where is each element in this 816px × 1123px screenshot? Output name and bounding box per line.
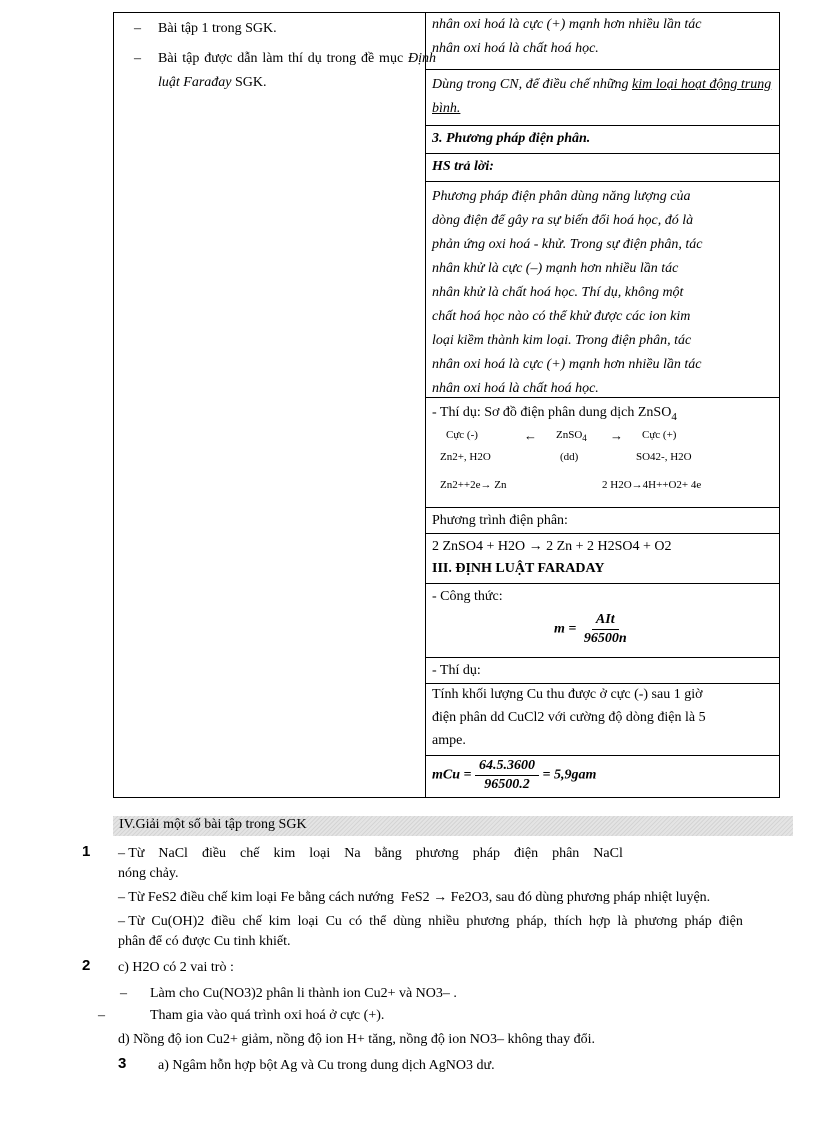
content-table [113,12,780,798]
formula-label: - Công thức: [432,589,503,604]
text-line: nhân khử là cực (–) mạnh hơn nhiều lần tác [432,261,679,276]
row-divider [426,181,780,182]
text-line: nhân khử là chất hoá học. Thí dụ, không một [432,285,684,300]
text-line: dòng điện để gây ra sự biến đổi hoá học, đó là [432,213,694,228]
cell-cn-text [432,73,774,121]
example2-text [432,683,774,752]
cell-top-text [432,13,774,61]
dash-marker: – [134,21,141,36]
result-denominator: 96500.2 [484,777,530,792]
bullet-text-post: SGK. [231,75,267,90]
cathode-label: Cực (-) [446,429,478,441]
anode-label: Cực (+) [642,429,677,441]
dash-marker: – [120,986,127,1001]
faraday-formula [554,611,631,648]
q1-line-3: – Từ FeS2 điều chế kim loại Fe bằng cách nướng FeS2 → Fe2O3, sau đó dùng phương pháp nhiệt luyện. [118,890,711,905]
q2-part-d: d) Nồng độ ion Cu2+ giảm, nồng độ ion H+ tăng, nồng độ ion NO3– không thay đổi. [118,1032,595,1047]
formula-denominator: 96500n [583,631,627,646]
q1-line-4: – Từ Cu(OH)2 điều chế kim loại Cu có thể dùng nhiều phương pháp, thích hợp là phương pháp điện [118,914,743,929]
formula-numerator: AIt [592,611,619,630]
text-line: nhân oxi hoá là cực (+) mạnh hơn nhiều lần tác [432,357,702,372]
heading-phuong-phap: 3. Phương pháp điện phân. [432,131,591,146]
formula-fraction [580,611,631,648]
row-divider [426,657,780,658]
row-divider [426,583,780,584]
cn-text-underlined: kim loại hoạt động trung bình. [432,77,772,116]
row-divider [426,125,780,126]
text-line: nhân oxi hoá là cực (+) mạnh hơn nhiều lần tác [432,17,702,32]
example-title-text: - Thí dụ: Sơ đồ điện phân dung dịch ZnSO [432,405,672,420]
dash-marker: – [98,1008,105,1023]
text-line: chất hoá học nào có thể khử được các ion kim [432,309,691,324]
section-header-bar [113,816,793,836]
method-paragraph [432,185,774,401]
q2-bullet-1: Làm cho Cu(NO3)2 phân li thành ion Cu2+ và NO3– . [150,986,457,1001]
dash-marker: – [134,51,141,66]
text-line: ampe. [432,733,466,748]
text-line: Tính khối lượng Cu thu được ở cực (-) sau 1 giờ [432,687,703,702]
question-number-2: 2 [82,957,91,974]
row-divider [426,153,780,154]
result-lhs: mCu = [432,767,475,783]
formula-lhs: m = [554,621,580,637]
bullet-text-pre: Bài tập được dẫn làm thí dụ trong đề mục [158,51,408,66]
table-column-divider [425,13,426,797]
bullet-text [158,47,436,95]
q1-line-5: phân để có được Cu tinh khiết. [118,934,291,949]
q2-bullet-2: Tham gia vào quá trình oxi hoá ở cực (+). [150,1008,385,1023]
q2-part-c: c) H2O có 2 vai trò : [118,960,234,975]
row-divider [426,397,780,398]
result-numerator: 64.5.3600 [475,757,539,776]
cathode-species: Zn2+, H2O [440,451,491,463]
electrolysis-equation: 2 ZnSO4 + H2O → 2 Zn + 2 H2SO4 + O2 [432,539,672,554]
question-number-3: 3 [118,1055,127,1072]
text-line: điện phân dd CuCl2 với cường độ dòng điện là 5 [432,710,706,725]
result-formula [432,757,596,794]
hs-answer-label: HS trả lời: [432,159,494,174]
section-title: IV.Giải một số bài tập trong SGK [119,817,307,832]
q3-part-a: a) Ngâm hỗn hợp bột Ag và Cu trong dung dịch AgNO3 dư. [158,1058,495,1073]
salt-label [556,429,587,443]
row-divider [426,755,780,756]
result-rhs: = 5,9gam [542,767,597,783]
equation-label: Phương trình điện phân: [432,513,568,528]
example-title-sub: 4 [671,410,677,423]
cathode-reaction: Zn2++2e→ Zn [440,479,507,491]
row-divider [426,69,780,70]
row-divider [426,507,780,508]
solution-label: (dd) [560,451,579,463]
arrow-right-icon: → [610,428,623,443]
text-line: phản ứng oxi hoá - khử. Trong sự điện phân, tác [432,237,703,252]
q1-line-2: nóng chảy. [118,866,179,881]
text-line: loại kiềm thành kim loại. Trong điện phân, tác [432,333,692,348]
text-line: Phương pháp điện phân dùng năng lượng của [432,189,691,204]
row-divider [426,533,780,534]
question-number-1: 1 [82,843,91,860]
heading-faraday: III. ĐỊNH LUẬT FARADAY [432,561,605,576]
electrolysis-diagram [432,429,774,499]
anode-reaction: 2 H2O→4H++O2+ 4e [602,479,702,491]
arrow-left-icon: ← [524,428,537,443]
text-line: nhân oxi hoá là chất hoá học. [432,381,599,396]
q1-line-1: – Từ NaCl điều chế kim loại Na bằng phương pháp điện phân NaCl [118,846,623,861]
example2-label: - Thí dụ: [432,663,481,678]
example-title [432,401,774,429]
result-fraction [475,757,539,794]
bullet-text: Bài tập 1 trong SGK. [158,21,277,36]
text-line: nhân oxi hoá là chất hoá học. [432,41,599,56]
salt-label-text: ZnSO [556,429,583,441]
cn-text-pre: Dùng trong CN, để điều chế những [432,77,632,92]
salt-label-sub: 4 [582,433,587,444]
bullet-text-emphasis: Định luật Farađay [158,51,436,90]
anode-species: SO42-, H2O [636,451,692,463]
